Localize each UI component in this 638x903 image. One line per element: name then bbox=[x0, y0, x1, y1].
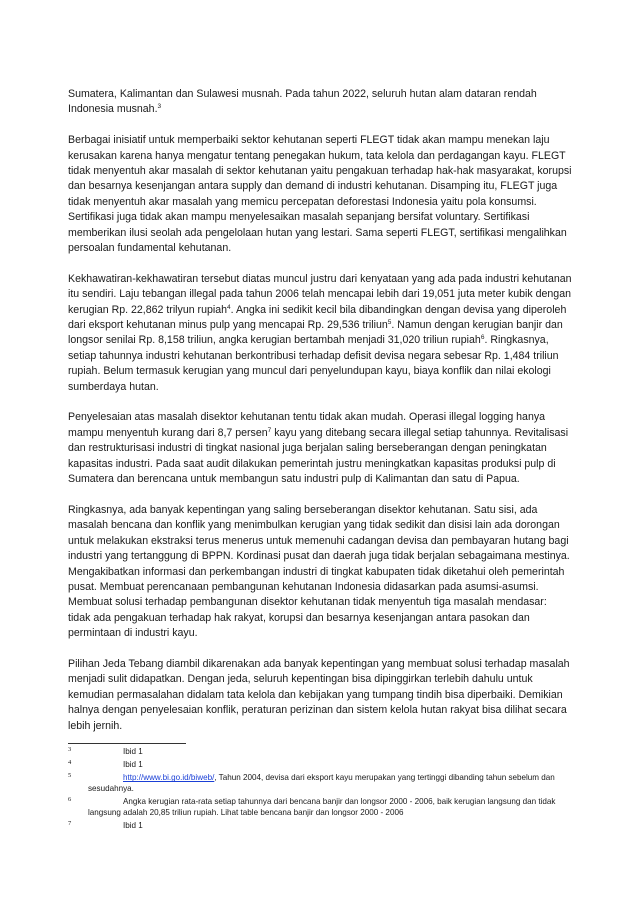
footnote-text: Ibid 1 bbox=[123, 760, 143, 770]
footnote-text: Angka kerugian rata-rata setiap tahunnya dari bencana banjir dan longsor 2000 - 2006, baik kerugian langsung dan tidak langsung adalah 20,85 triliun rupiah. Lihat table bencana banjir dan longsor 2000 - 2006 bbox=[88, 797, 556, 817]
footnote-separator bbox=[68, 743, 186, 744]
paragraph-text: . Angka ini sedikit kecil bila dibandingkan dengan devisa yang diperoleh dari eksport kehutanan minus pulp yang mencapai Rp. 29,536 triliun bbox=[68, 303, 567, 332]
footnote-content bbox=[88, 797, 572, 818]
footnote-text: , Tahun 2004, devisa dari eksport kayu merupakan yang tertinggi dibanding tahun sebelum dan sesudahnya. bbox=[88, 773, 555, 793]
footnote-number: 5 bbox=[68, 772, 72, 780]
footnote-content bbox=[88, 760, 572, 771]
paragraph bbox=[68, 272, 572, 395]
footnote-reference[interactable]: 6 bbox=[480, 334, 485, 342]
footnote-reference[interactable]: 5 bbox=[387, 319, 392, 327]
footnote-item bbox=[68, 747, 572, 758]
footnote-item bbox=[68, 760, 572, 771]
footnote-number: 6 bbox=[68, 796, 72, 804]
footnote-reference[interactable]: 7 bbox=[267, 426, 272, 434]
paragraph bbox=[68, 133, 572, 256]
paragraph-text: . Ringkasnya, setiap tahunnya industri kehutanan berkontribusi terhadap defisit devisa negara sebesar Rp. 1,484 triliun rupiah. Belum termasuk kerugian yang muncul dari penyelundupan kayu, biaya konflik dan nilai ekologi sumberdaya hutan. bbox=[68, 334, 559, 393]
paragraph-text: kayu yang ditebang secara illegal setiap tahunnya. Revitalisasi dan restrukturisasi industri di tingkat nasional juga berjalan saling berseberangan dengan peningkatan kapasitas industri. Pada saat audit dilakukan pemerintah justru meningkatkan kapasitas produksi pulp di Sumatera dan berencana untuk membangun satu industri pulp di Kalimantan dan satu di Papua. bbox=[68, 426, 569, 486]
footnote-item bbox=[68, 797, 572, 818]
footnote-content bbox=[88, 821, 572, 832]
paragraph bbox=[68, 657, 572, 734]
footnote-text: Ibid 1 bbox=[123, 747, 143, 756]
paragraph-text: . Namun dengan kerugian banjir dan longsor senilai Rp. 8,158 triliun, angka kerugian bertambah menjadi 31,020 triliun rupiah bbox=[68, 319, 563, 347]
paragraph-text: Sumatera, Kalimantan dan Sulawesi musnah. Pada tahun 2022, seluruh hutan alam dataran rendah Indonesia musnah. bbox=[68, 88, 537, 116]
paragraph-text: Kekhawatiran-kekhawatiran tersebut diatas muncul justru dari kenyataan yang ada pada industri kehutanan itu sendiri. Laju tebangan illegal pada tahun 2006 telah mencapai lebih dari 19,051 juta meter kubik dengan kerugian Rp. 22,862 trilyun rupiah bbox=[68, 272, 572, 316]
footnote-text: Ibid 1 bbox=[123, 820, 143, 830]
paragraph-text: Berbagai inisiatif untuk memperbaiki sektor kehutanan seperti FLEGT tidak akan mampu menekan laju kerusakan karena hanya mengatur tentang penegakan hukum, tata kelola dan perdagangan kayu. FLEGT tidak menyentuh akar masalah di sektor kehutanan yaitu pengakuan terhadap hak-hak masyarakat, korupsi dan besarnya kesenjangan antara supply dan demand di industri kehutanan. Disamping itu, FLEGT juga tidak menyentuh akar masalah yang memicu percepatan deforestasi Indonesia yaitu pola konsumsi. Sertifikasi juga tidak akan mampu menyelesaikan masalah sepanjang bersifat voluntary. Sertifikasi memberikan ilusi seolah ada pengelolaan hutan yang lestari. Sama seperti FLEGT, sertifikasi mengalihkan persoalan fundamental kehutanan. bbox=[68, 134, 572, 255]
footnote-content bbox=[88, 773, 572, 794]
footnote-number: 4 bbox=[68, 759, 72, 767]
footnotes bbox=[68, 747, 572, 834]
paragraph bbox=[68, 503, 572, 642]
body-text bbox=[68, 87, 572, 749]
paragraph bbox=[68, 87, 572, 118]
paragraph-text: Ringkasnya, ada banyak kepentingan yang saling berseberangan disektor kehutanan. Satu sisi, ada masalah bencana dan konflik yang menimbulkan kerugian yang tidak sedikit dan disisi lain ada dorongan untuk melakukan ekstraksi terus menerus untuk memenuhi cadangan devisa dan pembayaran hutang bagi industri yang tertanggung di BPPN. Kordinasi pusat dan daerah juga tidak berjalan sebagaimana mestinya. Mengakibatkan informasi dan perkembangan industri di tingkat kabupaten tidak diketahui oleh pemerintah pusat. Membuat perencanaan pembangunan kehutanan Indonesia didasarkan pada asumsi-asumsi. Membuat solusi terhadap pembangunan disektor kehutanan tidak menyentuh tiga masalah mendasar: tidak ada pengakuan terhadap hak rakyat, korupsi dan besarnya kesenjangan antara pasokan dan permintaan di industri kayu. bbox=[68, 503, 570, 640]
footnote-item bbox=[68, 821, 572, 832]
paragraph-text: Penyelesaian atas masalah disektor kehutanan tentu tidak akan mudah. Operasi illegal logging hanya mampu menyentuh kurang dari 8,7 persen bbox=[68, 411, 546, 439]
paragraph-text: Pilihan Jeda Tebang diambil dikarenakan ada banyak kepentingan yang membuat solusi terhadap masalah menjadi sulit didapatkan. Dengan jeda, seluruh kepentingan bisa dipinggirkan terlebih dahulu untuk kemudian permasalahan didalam tata kelola dan kebijakan yang tumpang tindih bisa diperbaiki. Demikian halnya dengan penyelesaian konflik, peraturan perizinan dan sistem kelola hutan rakyat bisa dilihat secara lebih jernih. bbox=[68, 657, 570, 732]
footnote-item bbox=[68, 773, 572, 794]
footnote-reference[interactable]: 4 bbox=[227, 303, 231, 311]
footnote-link[interactable]: http://www.bi.go.id/biweb/ bbox=[123, 773, 215, 783]
paragraph bbox=[68, 410, 572, 487]
footnote-content bbox=[88, 747, 572, 758]
footnote-reference[interactable]: 3 bbox=[157, 103, 162, 111]
footnote-number: 3 bbox=[68, 746, 72, 753]
footnote-number: 7 bbox=[68, 819, 72, 827]
